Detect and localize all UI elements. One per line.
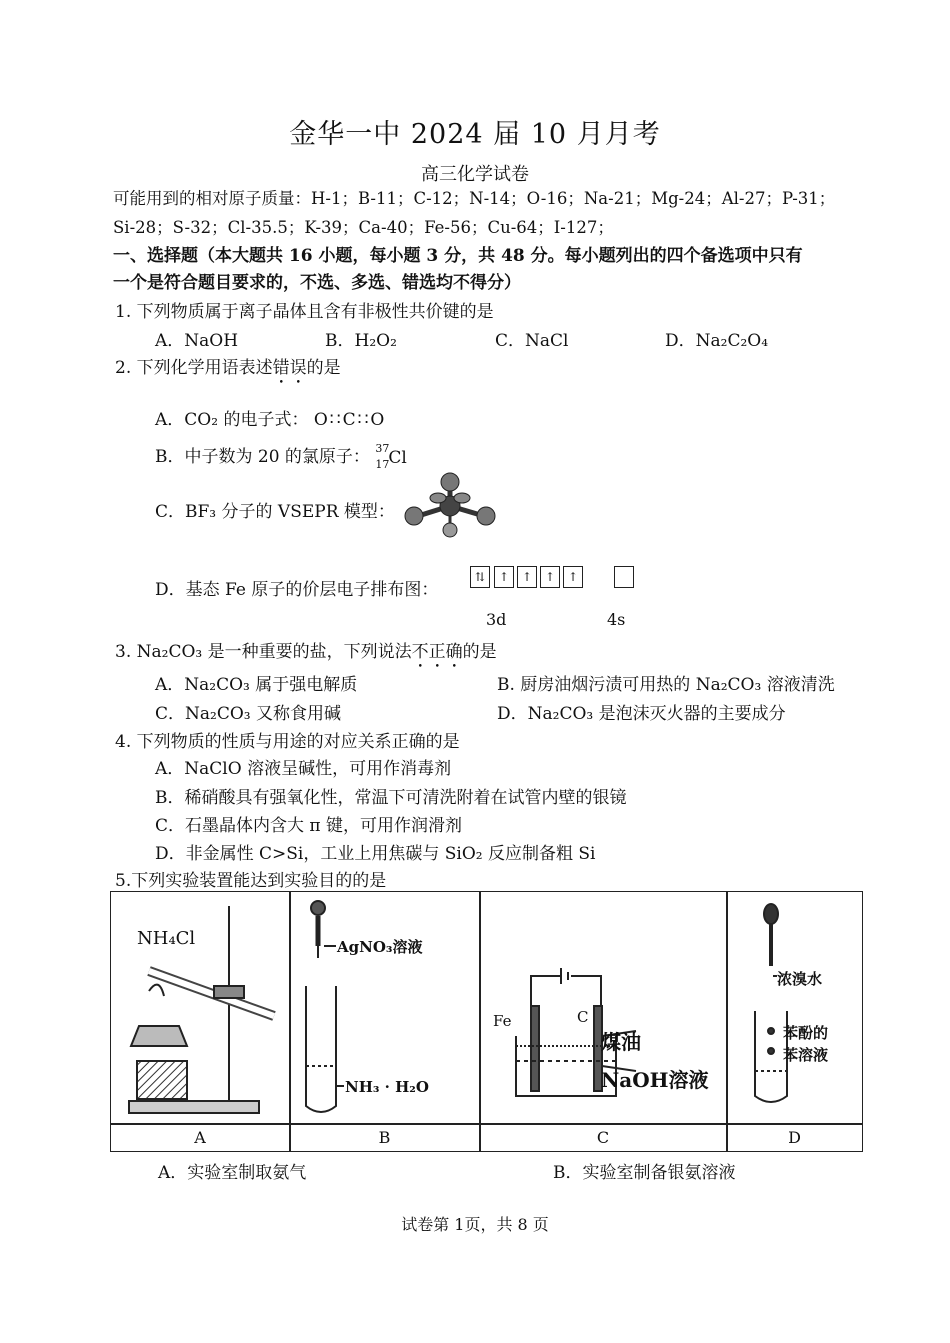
section-heading-line-2: 一个是符合题目要求的，不选、多选、错选均不得分） bbox=[113, 273, 521, 293]
q3-stem-pre: 3. Na₂CO₃ 是一种重要的盐，下列说法 bbox=[115, 642, 412, 662]
q5-option-b: B．实验室制备银氨溶液 bbox=[553, 1163, 736, 1183]
q4-option-a: A．NaClO 溶液呈碱性，可用作消毒剂 bbox=[155, 759, 452, 779]
q1-option-c: C．NaCl bbox=[495, 331, 569, 351]
fig-b-agno3-label: AgNO₃溶液 bbox=[337, 938, 423, 956]
orbital-box-4s bbox=[614, 566, 634, 588]
table-divider-2 bbox=[479, 892, 481, 1151]
q2-stem-post: 的是 bbox=[306, 358, 341, 378]
q4-stem: 4. 下列物质的性质与用途的对应关系正确的是 bbox=[115, 732, 460, 752]
exam-title: 金华一中 2024 届 10 月月考 bbox=[289, 119, 661, 150]
label-3d: 3d bbox=[486, 610, 507, 629]
fig-c-fe-label: Fe bbox=[493, 1012, 512, 1030]
q3-option-a: A．Na₂CO₃ 属于强电解质 bbox=[155, 675, 358, 695]
q2-option-a-label: A．CO₂ 的电子式： bbox=[155, 410, 309, 430]
q4-option-c: C．石墨晶体内含大 π 键，可用作润滑剂 bbox=[155, 816, 462, 836]
q3-option-c: C．Na₂CO₃ 又称食用碱 bbox=[155, 704, 341, 724]
col-label-a: A bbox=[194, 1128, 206, 1147]
label-4s: 4s bbox=[607, 610, 626, 629]
fig-a-nh4cl-label: NH₄Cl bbox=[137, 928, 196, 949]
q2-stem-emph: 错误 bbox=[272, 358, 307, 378]
q4-option-d: D．非金属性 C>Si，工业上用焦碳与 SiO₂ 反应制备粗 Si bbox=[155, 844, 596, 864]
q2-stem-pre: 2. 下列化学用语表述 bbox=[115, 358, 273, 378]
co2-electron-formula: O∷C∷O bbox=[313, 410, 387, 430]
apparatus-d-image bbox=[733, 896, 858, 1121]
orbital-box-3d-3: ↑ bbox=[517, 566, 537, 588]
table-divider-1 bbox=[289, 892, 291, 1151]
orbital-box-3d-1: ⇅ bbox=[470, 566, 490, 588]
col-label-d: D bbox=[788, 1128, 801, 1147]
q5-option-a: A．实验室制取氨气 bbox=[158, 1163, 307, 1183]
q3-stem-post: 的是 bbox=[462, 642, 497, 662]
q4-option-b: B．稀硝酸具有强氧化性，常温下可清洗附着在试管内壁的银镜 bbox=[155, 788, 627, 808]
fig-c-naoh-label: NaOH溶液 bbox=[601, 1068, 709, 1092]
fig-d-phenol-label-2: 苯溶液 bbox=[783, 1046, 829, 1064]
q5-stem: 5.下列实验装置能达到实验目的的是 bbox=[115, 871, 387, 891]
section-heading-line-1: 一、选择题（本大题共 16 小题，每小题 3 分，共 48 分。每小题列出的四个备选项中只有 bbox=[113, 246, 803, 266]
q1-stem: 1. 下列物质属于离子晶体且含有非极性共价键的是 bbox=[115, 302, 494, 322]
orbital-box-3d-4: ↑ bbox=[540, 566, 560, 588]
orbital-box-3d-5: ↑ bbox=[563, 566, 583, 588]
page-footer: 试卷第 1页，共 8 页 bbox=[401, 1215, 549, 1234]
q3-option-b: B. 厨房油烟污渍可用热的 Na₂CO₃ 溶液清洗 bbox=[497, 675, 835, 695]
q2-option-d: D．基态 Fe 原子的价层电子排布图： bbox=[155, 580, 439, 600]
q3-stem-emph: 不正确 bbox=[411, 642, 463, 662]
q2-option-c: C．BF₃ 分子的 VSEPR 模型： bbox=[155, 502, 395, 522]
q2-stem bbox=[115, 353, 341, 388]
orbital-box-3d-2: ↑ bbox=[494, 566, 514, 588]
bf3-vsepr-model-image bbox=[400, 470, 500, 540]
exam-subtitle: 高三化学试卷 bbox=[421, 164, 529, 185]
q1-option-a: A．NaOH bbox=[155, 331, 239, 351]
fig-c-oil-label: 煤油 bbox=[601, 1030, 641, 1054]
q3-stem bbox=[115, 637, 497, 672]
fig-c-c-label: C bbox=[577, 1008, 589, 1026]
col-label-c: C bbox=[596, 1128, 610, 1147]
fig-d-phenol-label-1: 苯酚的 bbox=[783, 1024, 829, 1042]
q5-apparatus-table bbox=[110, 891, 863, 1152]
table-divider-3 bbox=[726, 892, 728, 1151]
q2-option-b-label: B．中子数为 20 的氯原子： bbox=[155, 447, 370, 467]
q1-option-d: D．Na₂C₂O₄ bbox=[665, 331, 769, 351]
q3-option-d: D．Na₂CO₃ 是泡沫灭火器的主要成分 bbox=[497, 704, 786, 724]
q2-option-a bbox=[155, 405, 386, 430]
atomic-mass-line-2: Si-28；S-32；Cl-35.5；K-39；Ca-40；Fe-56；Cu-64；I-127； bbox=[113, 218, 614, 237]
fig-b-nh3-label: NH₃ · H₂O bbox=[345, 1078, 429, 1096]
fig-d-bromine-label: 浓溴水 bbox=[777, 970, 823, 988]
nuclide-symbol bbox=[375, 441, 407, 471]
mass-number: 37 bbox=[375, 441, 390, 455]
q1-option-b: B．H₂O₂ bbox=[325, 331, 397, 351]
atomic-mass-line-1: 可能用到的相对原子质量：H-1；B-11；C-12；N-14；O-16；Na-21；Mg-24；Al-27；P-31； bbox=[113, 189, 836, 208]
atomic-number: 17 bbox=[375, 457, 390, 471]
col-label-b: B bbox=[378, 1128, 391, 1147]
element-symbol: Cl bbox=[388, 447, 407, 468]
q2-option-b bbox=[155, 441, 407, 471]
